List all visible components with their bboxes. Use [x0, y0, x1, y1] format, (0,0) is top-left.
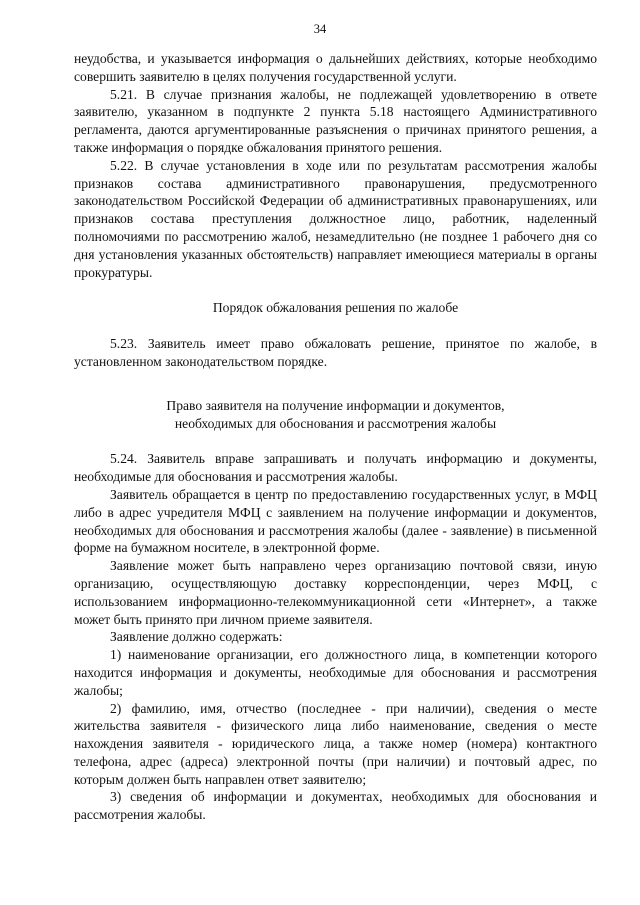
paragraph-5-24: 5.24. Заявитель вправе запрашивать и получать информацию и документы, необходимые для обоснования и рассмотрения жалобы. — [74, 451, 597, 485]
list-item-1: 1) наименование организации, его должностного лица, в компетенции которого находится информация и документы, необходимые для обоснования и рассмотрения жалобы; — [74, 647, 597, 698]
paragraph-application: Заявитель обращается в центр по предоставлению государственных услуг, в МФЦ либо в адрес учредителя МФЦ с заявлением на получение информации и документов, необходимых для обоснования и рассмотрения жалобы (далее - заявление) в письменной форме на бумажном носителе, в электронной форме. — [74, 486, 597, 556]
paragraph-5-21: 5.21. В случае признания жалобы, не подлежащей удовлетворению в ответе заявителю, указанном в подпункте 2 пункта 5.18 настоящего Административного регламента, даются аргументированные разъяснения о причинах принятого решения, а также информация о порядке обжалования принятого решения. — [74, 86, 597, 155]
paragraph-5-23: 5.23. Заявитель имеет право обжаловать решение, принятое по жалобе, в установленном законодательством порядке. — [74, 336, 597, 369]
section-heading-appeal-order: Порядок обжалования решения по жалобе — [212, 300, 459, 316]
heading-line-1: Право заявителя на получение информации и документов, — [166, 397, 505, 413]
list-item-3: 3) сведения об информации и документах, необходимых для обоснования и рассмотрения жалобы. — [74, 789, 597, 823]
document-body — [74, 50, 597, 824]
list-item-2: 2) фамилию, имя, отчество (последнее - при наличии), сведения о месте жительства заявителя - физического лица либо наименование, сведения о месте нахождения заявителя - юридического лица, а также номер (номера) контактного телефона, адрес (адреса) электронной почты (при наличии) и почтовый адрес, по которым должен быть направлен ответ заявителю; — [74, 700, 597, 787]
paragraph-5-22: 5.22. В случае установления в ходе или по результатам рассмотрения жалобы признаков состава административного правонарушения, предусмотренного законодательством Российской Федерации об административных правонарушениях, или признаков состава преступления должностное лицо, работник, наделенный полномочиями по рассмотрению жалоб, незамедлительно (не позднее 1 рабочего дня со дня установления указанных обстоятельств) направляет имеющиеся материалы в органы прокуратуры. — [74, 157, 597, 280]
heading-line-2: необходимых для обоснования и рассмотрения жалобы — [174, 415, 497, 431]
section-heading-right-to-information — [74, 397, 597, 433]
paragraph-must-contain: Заявление должно содержать: — [110, 629, 283, 645]
page-number: 34 — [313, 22, 327, 36]
paragraph-sending: Заявление может быть направлено через организацию почтовой связи, иную организацию, осуществляющую доставку корреспонденции, через МФЦ, с использованием информационно-телекоммуникационной сети «Интернет», а также может быть принято при личном приеме заявителя. — [74, 558, 597, 627]
paragraph-continuation: неудобства, и указывается информация о дальнейших действиях, которые необходимо совершить заявителю в целях получения государственной услуги. — [74, 51, 597, 84]
